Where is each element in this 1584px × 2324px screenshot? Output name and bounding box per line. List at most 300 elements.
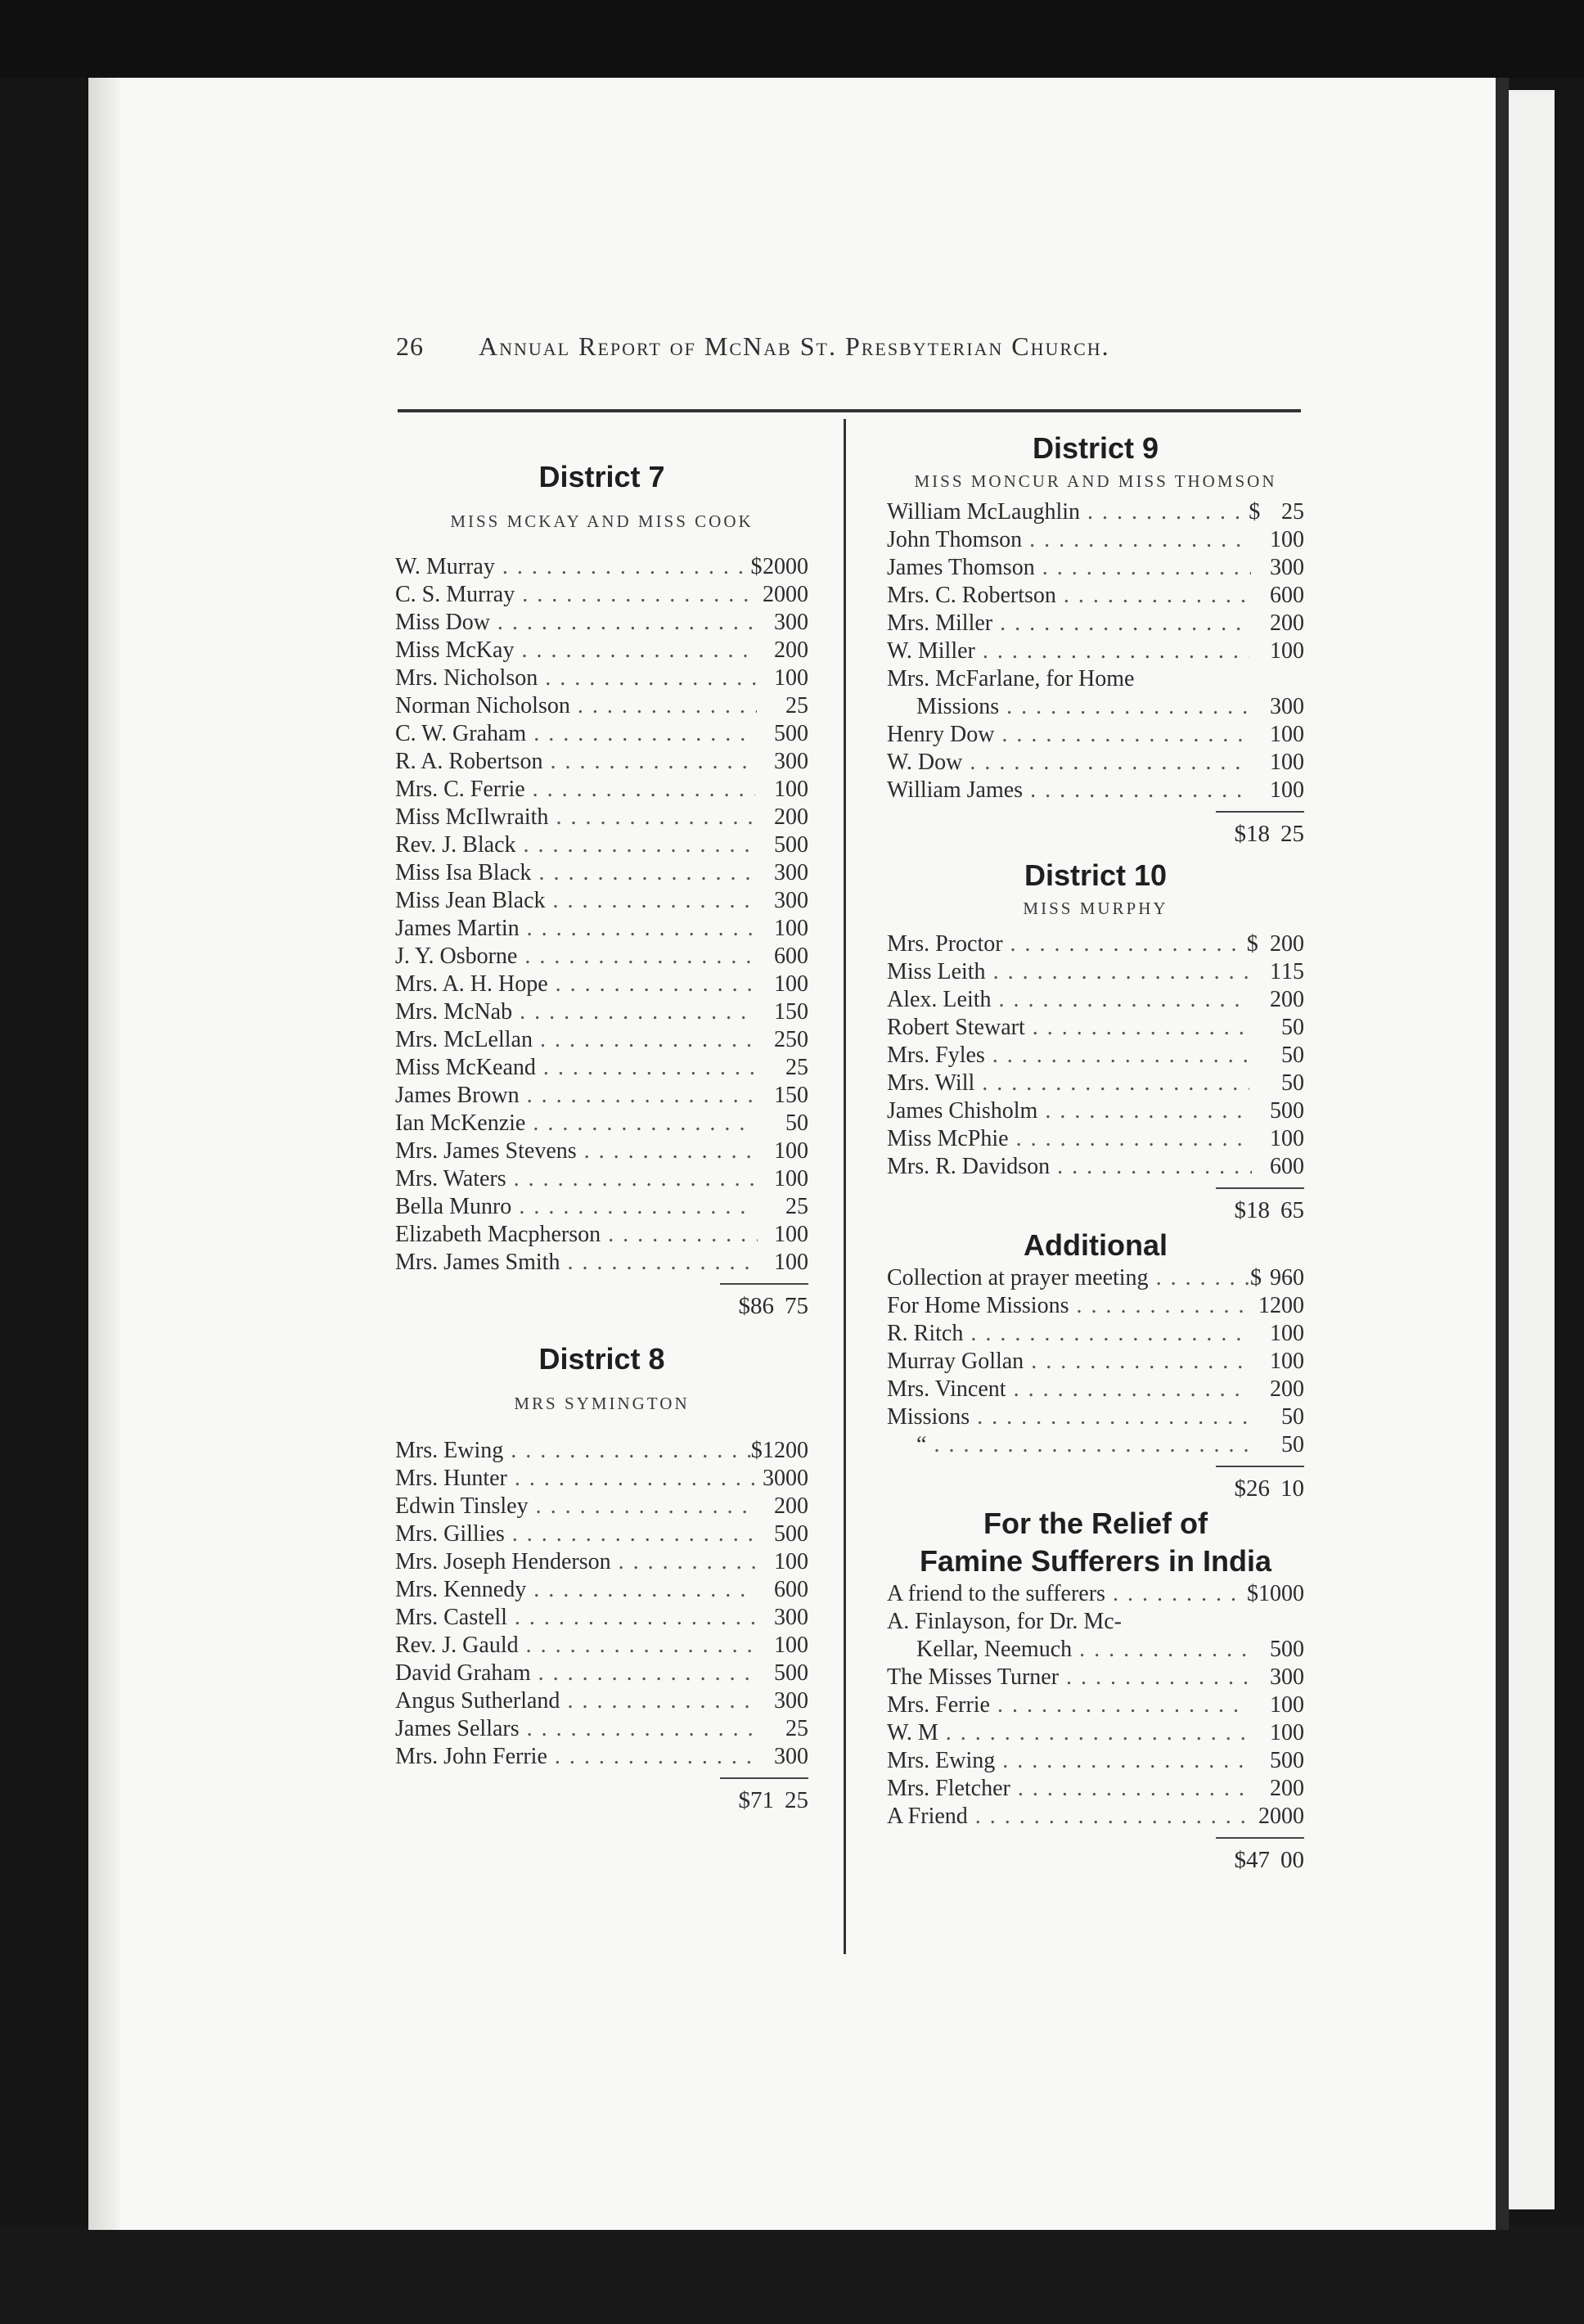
contribution-row [395, 1221, 808, 1249]
dollar-amount: 1 [1270, 750, 1281, 775]
contributor-name: For Home Missions . . . [887, 1292, 1251, 1320]
dollar-amount: 9 [1270, 1265, 1281, 1290]
contribution-row [887, 1691, 1304, 1719]
dollar-amount: 30 [763, 1466, 785, 1491]
cents-amount: 50 [785, 999, 808, 1025]
contribution-list [887, 1580, 1304, 1831]
contribution-row [395, 1026, 808, 1054]
cents-amount: 50 [1281, 1043, 1304, 1068]
contributor-name: Robert Stewart . . . [887, 1014, 1251, 1042]
cents-amount: 25 [785, 693, 808, 718]
contribution-row [887, 1264, 1304, 1292]
cents-amount: 00 [785, 944, 808, 969]
page-number: 26 [396, 331, 424, 361]
contribution-row [395, 998, 808, 1026]
dollar-sign: $ [750, 1438, 763, 1463]
contributor-name: Norman Nicholson . . . [395, 692, 757, 720]
contributor-name: Miss Isa Black . . . [395, 859, 755, 887]
contributor-name: Mrs. Fyles . . . [887, 1042, 1249, 1070]
contributor-name: Mrs. James Smith . . . [395, 1249, 756, 1277]
contributor-name: “ . . . [887, 1431, 1249, 1459]
contributor-name: Henry Dow . . . [887, 721, 1250, 749]
contributor-name: Miss McPhie . . . [887, 1125, 1250, 1153]
cents-amount: 00 [1281, 1692, 1304, 1718]
header-rule [398, 409, 1301, 412]
dollar-amount: 1 [1270, 1349, 1281, 1374]
column-divider [844, 419, 846, 1954]
cents-amount: 00 [785, 1660, 808, 1686]
cents-amount: 00 [1281, 931, 1304, 957]
cents-amount: 00 [785, 582, 808, 607]
cents-amount: 00 [785, 1633, 808, 1658]
contributor-name: Bella Munro . . . [395, 1193, 754, 1221]
contribution-row [395, 1165, 808, 1193]
contribution-row [887, 610, 1304, 637]
section-title-line1: For the Relief of [983, 1507, 1208, 1540]
contributor-name: Collection at prayer meeting . . . [887, 1264, 1250, 1292]
cents-amount: 00 [785, 637, 808, 663]
contributor-name: Mrs. McFarlane, for Home [887, 666, 1135, 691]
contribution-row [395, 1687, 808, 1715]
cents-amount: 00 [785, 1250, 808, 1275]
dollar-sign: $ [1247, 1581, 1258, 1606]
contribution-row [887, 1097, 1304, 1125]
dollar-amount: 1 [774, 1633, 785, 1658]
dollar-amount: 1 [774, 1166, 785, 1191]
total-cents: 10 [1280, 1475, 1304, 1502]
dollar-amount: 6 [774, 944, 785, 969]
cents-amount: 00 [1280, 1637, 1304, 1662]
dollar-amount: 1 [773, 999, 785, 1025]
total-amount: $18 [1234, 1197, 1270, 1223]
cents-amount: 50 [1281, 1070, 1304, 1096]
cents-amount: 00 [1281, 1581, 1304, 1606]
contribution-row [887, 1775, 1304, 1803]
contribution-row [887, 721, 1304, 749]
cents-amount: 00 [785, 665, 809, 691]
cents-amount: 00 [1281, 1776, 1304, 1801]
contributor-name: James Martin . . . [395, 915, 755, 943]
contribution-row [887, 582, 1304, 610]
section-total [887, 1844, 1304, 1876]
district-title: District 8 [538, 1342, 665, 1376]
dollar-amount: 3 [774, 749, 785, 774]
cents-amount: 00 [1281, 722, 1305, 747]
dollar-amount: 12 [1258, 1293, 1281, 1318]
cents-amount: 25 [785, 1055, 808, 1080]
contribution-row [395, 1632, 808, 1660]
contributor-name: Mrs. R. Davidson . . . [887, 1153, 1252, 1181]
total-cents: 25 [1280, 821, 1304, 847]
contributor-name: Mrs. Ewing . . . [395, 1437, 751, 1465]
contribution-row [887, 554, 1304, 582]
cents-amount: 00 [1281, 1321, 1304, 1346]
cents-amount: 00 [1281, 1349, 1304, 1374]
dollar-amount: 5 [774, 832, 785, 858]
cents-amount: 00 [785, 554, 808, 579]
dollar-amount: 1 [1270, 1692, 1281, 1718]
contribution-row [887, 498, 1304, 526]
cents-amount: 50 [785, 1083, 808, 1108]
total-cents: 25 [785, 1787, 808, 1813]
contribution-row [395, 1493, 808, 1520]
contribution-row [395, 692, 808, 720]
dollar-amount: 6 [1270, 1154, 1281, 1179]
dollar-amount: 20 [763, 582, 785, 607]
contributor-name: R. A. Robertson . . . [395, 748, 756, 776]
dollar-amount: 20 [1258, 1804, 1282, 1829]
dollar-amount: 2 [774, 1027, 785, 1052]
contributor-name: A Friend . . . [887, 1803, 1249, 1831]
contributor-name: Mrs. C. Robertson . . . [887, 582, 1252, 610]
contributor-name: Edwin Tinsley . . . [395, 1493, 755, 1520]
contribution-row [887, 665, 1304, 693]
dollar-amount: 5 [774, 1521, 785, 1547]
dollar-amount: 1 [773, 916, 785, 941]
cents-amount: 25 [1281, 499, 1304, 525]
cents-amount: 00 [1281, 694, 1304, 719]
contribution-row [887, 1320, 1304, 1348]
dollar-amount: 1 [774, 1138, 785, 1164]
contribution-row [395, 1137, 808, 1165]
contribution-row [395, 1520, 808, 1548]
contributor-name: Mrs. A. H. Hope . . . [395, 971, 756, 998]
contribution-row [887, 1664, 1304, 1691]
cents-amount: 00 [1281, 1664, 1304, 1690]
contribution-row [395, 887, 808, 915]
contributor-name: Rev. J. Black . . . [395, 831, 755, 859]
contribution-row [887, 1125, 1304, 1153]
dollar-amount: 3 [773, 888, 785, 913]
cents-amount: 00 [785, 1466, 808, 1491]
dollar-amount: 1 [1270, 1321, 1281, 1346]
cents-amount: 00 [785, 860, 808, 885]
contributor-name: Mrs. McNab . . . [395, 998, 754, 1026]
contribution-row [887, 1403, 1304, 1431]
total-amount: $26 [1234, 1475, 1270, 1502]
cents-amount: 00 [785, 804, 808, 830]
dollar-amount: 2 [1270, 610, 1281, 636]
contributor-name: C. W. Graham . . . [395, 720, 755, 748]
cents-amount: 00 [785, 1138, 808, 1164]
contribution-row [887, 1608, 1304, 1636]
contributor-name: John Thomson . . . [887, 526, 1251, 554]
cents-amount: 00 [785, 832, 808, 858]
dollar-amount: 3 [774, 610, 785, 635]
contribution-list [395, 1437, 808, 1771]
contribution-row [887, 958, 1304, 986]
cents-amount: 50 [785, 1027, 808, 1052]
dollar-amount: 5 [1270, 1098, 1281, 1124]
contributor-name: Elizabeth Macpherson . . . [395, 1221, 758, 1249]
dollar-amount: 1 [774, 1250, 785, 1275]
cents-amount: 00 [785, 610, 808, 635]
contributor-name: William McLaughlin . . . [887, 498, 1249, 526]
dollar-sign: $ [750, 554, 763, 579]
contributor-name: Mrs. Proctor . . . [887, 930, 1247, 958]
contribution-row [395, 553, 808, 581]
cents-amount: 25 [785, 1194, 808, 1219]
contributor-name: James Chisholm . . . [887, 1097, 1252, 1125]
sum-rule [720, 1283, 808, 1285]
contributor-name: Mrs. C. Ferrie . . . [395, 776, 755, 804]
contributor-name: David Graham . . . [395, 1660, 755, 1687]
cents-amount: 00 [1281, 1804, 1305, 1829]
contribution-row [395, 1110, 808, 1137]
total-cents: 00 [1280, 1847, 1304, 1873]
district-title: District 7 [538, 460, 665, 493]
contribution-row [395, 943, 808, 971]
cents-amount: 00 [785, 888, 808, 913]
dollar-amount: 1 [1270, 638, 1281, 664]
sum-rule [1216, 1837, 1304, 1839]
cents-amount: 50 [1281, 1015, 1304, 1040]
contribution-row [395, 1743, 808, 1771]
district-collectors: MRS SYMINGTON [514, 1394, 690, 1413]
cents-amount: 00 [785, 1438, 808, 1463]
dollar-amount: 3 [774, 860, 785, 885]
cents-amount: 00 [1281, 527, 1305, 552]
contribution-row [887, 1803, 1304, 1831]
dollar-amount: 1 [1270, 777, 1281, 803]
contribution-row [395, 1082, 808, 1110]
contributor-name: Mrs. Kennedy . . . [395, 1576, 755, 1604]
contributor-name: Rev. J. Gauld . . . [395, 1632, 755, 1660]
cents-amount: 00 [1281, 610, 1304, 636]
sum-rule [720, 1777, 808, 1779]
cents-amount: 00 [785, 971, 808, 997]
dollar-sign: $ [1246, 931, 1258, 957]
dollar-amount: 3 [1270, 555, 1281, 580]
contribution-row [395, 581, 808, 609]
district-collectors: MISS MURPHY [1023, 899, 1168, 918]
dollar-amount: 1 [773, 1083, 785, 1108]
contributor-name: Mrs. Ewing . . . [887, 1747, 1250, 1775]
left-column [395, 458, 808, 1817]
contribution-row [395, 1249, 808, 1277]
dollar-amount: 5 [1270, 1748, 1281, 1773]
contribution-row [887, 1042, 1304, 1070]
running-header [396, 331, 1304, 362]
contribution-row [395, 1465, 808, 1493]
cents-amount: 00 [1281, 1748, 1304, 1773]
cents-amount: 00 [1281, 1293, 1304, 1318]
contribution-row [887, 986, 1304, 1014]
total-amount: $47 [1234, 1847, 1270, 1873]
dollar-amount: 5 [773, 1660, 785, 1686]
cents-amount: 00 [1281, 1098, 1304, 1124]
contributor-name: W. Miller . . . [887, 637, 1249, 665]
district-total [887, 817, 1304, 850]
dollar-amount: 2 [1270, 931, 1281, 957]
contributor-name: Mrs. James Stevens . . . [395, 1137, 757, 1165]
contribution-row [887, 749, 1304, 777]
contribution-row [887, 777, 1304, 804]
dollar-amount: 1 [1270, 722, 1282, 747]
cents-amount: 00 [785, 1166, 808, 1191]
cents-amount: 00 [785, 777, 808, 802]
dollar-sign: $ [1249, 499, 1261, 525]
cents-amount: 00 [1281, 1376, 1304, 1402]
contributor-name: The Misses Turner . . . [887, 1664, 1252, 1691]
district-total [887, 1194, 1304, 1227]
contributor-name: Murray Gollan . . . [887, 1348, 1251, 1376]
dollar-amount: 3 [774, 1688, 785, 1714]
cents-amount: 00 [1281, 777, 1304, 803]
district-total [395, 1290, 808, 1322]
sum-rule [1216, 811, 1304, 813]
cents-amount: 00 [785, 916, 808, 941]
cents-amount: 00 [785, 1222, 808, 1247]
dollar-amount: 20 [763, 554, 785, 579]
district-title: District 9 [1032, 431, 1159, 465]
scanner-background-top [0, 0, 1584, 78]
contribution-row [887, 1636, 1304, 1664]
dollar-amount: 3 [1270, 1664, 1281, 1690]
total-cents: 75 [785, 1293, 808, 1319]
district-total [395, 1784, 808, 1817]
cents-amount: 50 [1280, 1432, 1304, 1457]
contribution-row [395, 637, 808, 664]
contribution-row [887, 1348, 1304, 1376]
contribution-row [395, 776, 808, 804]
cents-amount: 00 [1281, 583, 1305, 608]
contributor-name: William James . . . [887, 777, 1251, 804]
scanner-background-bottom [0, 2226, 1584, 2324]
contributor-name: W. Dow . . . [887, 749, 1249, 777]
contributor-name: Mrs. Nicholson . . . [395, 664, 756, 692]
contributor-name: Alex. Leith . . . [887, 986, 1249, 1014]
contributor-name: Kellar, Neemuch . . . [887, 1636, 1253, 1664]
cents-amount: 00 [785, 1549, 808, 1574]
cents-amount: 00 [785, 1605, 808, 1630]
total-amount: $71 [738, 1787, 774, 1813]
dollar-amount: 2 [1270, 987, 1281, 1012]
dollar-amount: 1 [1270, 1720, 1281, 1745]
dollar-amount: 1 [774, 1222, 785, 1247]
contribution-row [395, 664, 808, 692]
contributor-name: Mrs. Will . . . [887, 1070, 1249, 1097]
dollar-amount: 5 [774, 721, 786, 746]
contribution-list [887, 930, 1304, 1181]
contribution-row [887, 1719, 1304, 1747]
contribution-row [887, 1431, 1304, 1459]
contribution-row [395, 915, 808, 943]
cents-amount: 00 [785, 749, 808, 774]
cents-amount: 00 [785, 1493, 808, 1519]
district-7-section [395, 458, 808, 1322]
contributor-name: James Brown . . . [395, 1082, 755, 1110]
facing-page-edge [1509, 90, 1555, 2209]
contributor-name: Miss Jean Black . . . [395, 887, 756, 915]
contributor-name: Mrs. Miller . . . [887, 610, 1249, 637]
contributor-name: W. M . . . [887, 1719, 1248, 1747]
cents-amount: 50 [785, 1110, 808, 1136]
contribution-row [887, 1153, 1304, 1181]
contributor-name: Mrs. John Ferrie . . . [395, 1743, 756, 1771]
contribution-row [887, 1070, 1304, 1097]
contribution-row [887, 637, 1304, 665]
cents-amount: 00 [785, 1744, 808, 1769]
contribution-row [887, 1580, 1304, 1608]
cents-amount: 60 [1281, 1265, 1304, 1290]
dollar-amount: 1 [774, 971, 785, 997]
dollar-amount: 3 [774, 1605, 785, 1630]
cents-amount: 15 [1281, 959, 1305, 984]
contributor-name: Mrs. Vincent . . . [887, 1376, 1250, 1403]
contribution-row [395, 1604, 808, 1632]
dollar-amount: 6 [1270, 583, 1282, 608]
contribution-row [887, 693, 1304, 721]
sum-rule [1216, 1187, 1304, 1189]
cents-amount: 50 [1281, 1404, 1304, 1430]
contribution-list [887, 1264, 1304, 1459]
dollar-amount: 3 [1270, 694, 1281, 719]
dollar-amount: 2 [774, 637, 785, 663]
contribution-row [395, 748, 808, 776]
contribution-row [395, 859, 808, 887]
contribution-list [887, 498, 1304, 804]
cents-amount: 00 [1281, 555, 1304, 580]
district-8-section [395, 1340, 808, 1817]
page-gutter-shadow [88, 78, 119, 2230]
cents-amount: 25 [785, 1716, 808, 1741]
cents-amount: 00 [785, 721, 809, 746]
dollar-amount: 3 [773, 1744, 785, 1769]
contributor-name: Miss Leith . . . [887, 958, 1249, 986]
district-10-section [887, 857, 1304, 1227]
contribution-row [887, 1747, 1304, 1775]
district-collectors: MISS MCKAY AND MISS COOK [450, 511, 754, 531]
contribution-row [395, 971, 808, 998]
contributor-name: Mrs. McLellan . . . [395, 1026, 755, 1054]
additional-section [887, 1227, 1304, 1505]
contribution-row [395, 804, 808, 831]
contribution-row [395, 609, 808, 637]
contribution-row [395, 1576, 808, 1604]
contribution-row [395, 1548, 808, 1576]
dollar-amount: 2 [1270, 1776, 1281, 1801]
contributor-name: Mrs. Fletcher . . . [887, 1775, 1250, 1803]
contribution-row [887, 1014, 1304, 1042]
dollar-amount: 1 [1270, 527, 1282, 552]
contributor-name: J. Y. Osborne . . . [395, 943, 755, 971]
contribution-row [395, 1715, 808, 1743]
contributor-name: Angus Sutherland . . . [395, 1687, 756, 1715]
contributor-name: Mrs. Joseph Henderson . . . [395, 1548, 758, 1576]
total-cents: 65 [1280, 1197, 1304, 1223]
dollar-amount: 6 [774, 1577, 786, 1602]
contributor-name: R. Ritch . . . [887, 1320, 1249, 1348]
dollar-amount: 2 [773, 1493, 785, 1519]
cents-amount: 00 [1281, 638, 1304, 664]
dollar-amount: 2 [1270, 1376, 1281, 1402]
contributor-name: Mrs. Gillies . . . [395, 1520, 754, 1548]
contributor-name: James Sellars . . . [395, 1715, 755, 1743]
cents-amount: 00 [1281, 1720, 1304, 1745]
dollar-amount: 1 [773, 777, 785, 802]
contributor-name: A. Finlayson, for Dr. Mc- [887, 1609, 1122, 1634]
contributor-name: Miss Dow . . . [395, 609, 754, 637]
contribution-row [887, 930, 1304, 958]
dollar-amount: 2 [774, 804, 785, 830]
cents-amount: 00 [1281, 987, 1304, 1012]
contributor-name: James Thomson . . . [887, 554, 1251, 582]
total-amount: $86 [738, 1293, 774, 1319]
contributor-name: Miss McKay . . . [395, 637, 755, 664]
dollar-amount: 1 [1270, 1126, 1282, 1151]
contribution-row [395, 720, 808, 748]
